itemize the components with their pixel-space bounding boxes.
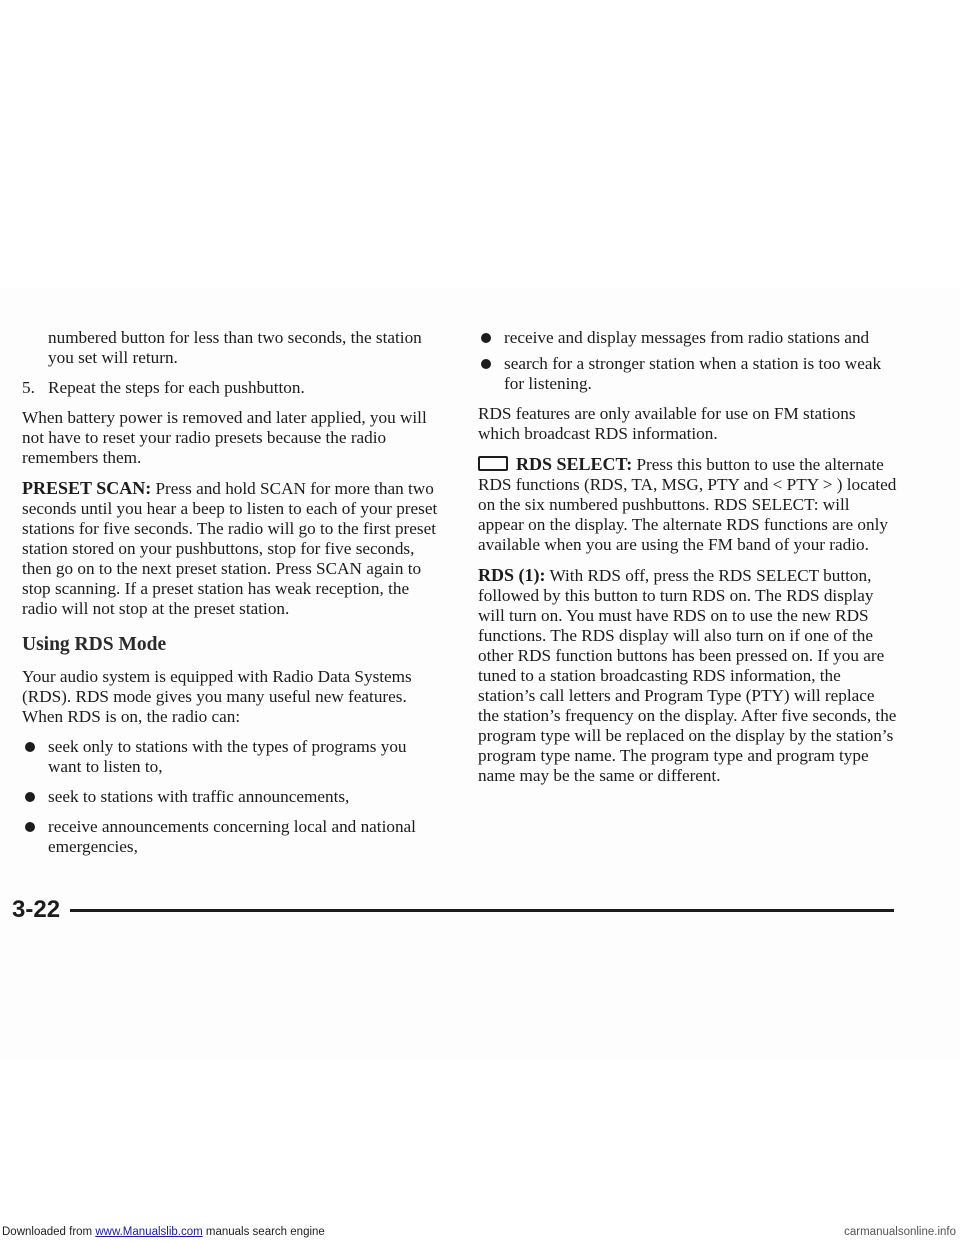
list-item [22,817,442,857]
preset-scan-term: PRESET SCAN: [22,478,152,498]
download-banner [2,1226,325,1238]
rds-select-term: RDS SELECT: [516,454,633,474]
bullet-dot-icon [478,328,504,348]
numbered-button-continuation: numbered button for less than two seconds, the station you set will return. [48,328,422,367]
rds-select-text: Press this button to use the alternate RDS functions (RDS, TA, MSG, PTY and < PTY > ) located on the six numbered pushbuttons. RDS SELECT: will appear on the display. The alternate RDS functions are only available when you are using the FM band of your radio. [478,455,897,554]
bullet-dot-icon [22,737,48,777]
bullet-dot-icon [478,354,504,394]
left-column [22,328,442,867]
rds-1-term: RDS (1): [478,565,546,585]
preset-scan-paragraph [22,478,442,619]
bullet-dot-icon [22,817,48,857]
banner-prefix: Downloaded from [2,1226,96,1238]
section-heading-rds: Using RDS Mode [22,634,167,655]
rds-select-button-icon [478,456,508,471]
manualslib-link[interactable]: www.Manualslib.com [95,1226,203,1238]
step-number: 5. [22,378,35,397]
watermark-text: carmanualsonline.info [844,1226,956,1238]
step-text: Repeat the steps for each pushbutton. [48,378,305,397]
footer-rule [70,909,894,912]
list-item [22,787,442,807]
bullet-text: seek only to stations with the types of programs you want to listen to, [48,737,407,776]
rds-1-paragraph [478,565,898,786]
bullet-text: search for a stronger station when a station is too weak for listening. [504,354,882,393]
bullet-text: seek to stations with traffic announcements, [48,787,350,806]
bullet-text: receive announcements concerning local and national emergencies, [48,817,416,856]
step-5 [22,378,442,398]
rds-select-paragraph [478,454,898,555]
list-item [22,737,442,777]
rds-1-text: With RDS off, press the RDS SELECT button, followed by this button to turn RDS on. The RDS display will turn on. You must have RDS on to use the new RDS functions. The RDS display will also turn on if one of the other RDS function buttons has been pressed on. If you are tuned to a station broadcasting RDS information, the station’s call letters and Program Type (PTY) will replace the station’s frequency on the display. After five seconds, the program type will be replaced on the display by the station’s program type name. The program type and program type name may be the same or different. [478,566,897,785]
preset-scan-text: Press and hold SCAN for more than two seconds until you hear a beep to listen to each of your preset stations for five seconds. The radio will go to the first preset station stored on your pushbuttons, stop for five seconds, then go on to the next preset station. Press SCAN again to stop scanning. If a preset station has weak reception, the radio will not stop at the preset station. [22,479,438,618]
battery-paragraph: When battery power is removed and later applied, you will not have to reset your radio presets because the radio remembers them. [22,408,427,467]
right-column [478,328,898,796]
page-number: 3-22 [12,896,61,923]
bullet-dot-icon [22,787,48,807]
list-item [478,354,898,394]
list-item [478,328,898,348]
rds-features-paragraph: RDS features are only available for use on FM stations which broadcast RDS information. [478,404,856,443]
banner-suffix: manuals search engine [202,1226,325,1238]
rds-intro-paragraph: Your audio system is equipped with Radio Data Systems (RDS). RDS mode gives you many useful new features. When RDS is on, the radio can: [22,667,412,726]
bullet-text: receive and display messages from radio stations and [504,328,870,347]
